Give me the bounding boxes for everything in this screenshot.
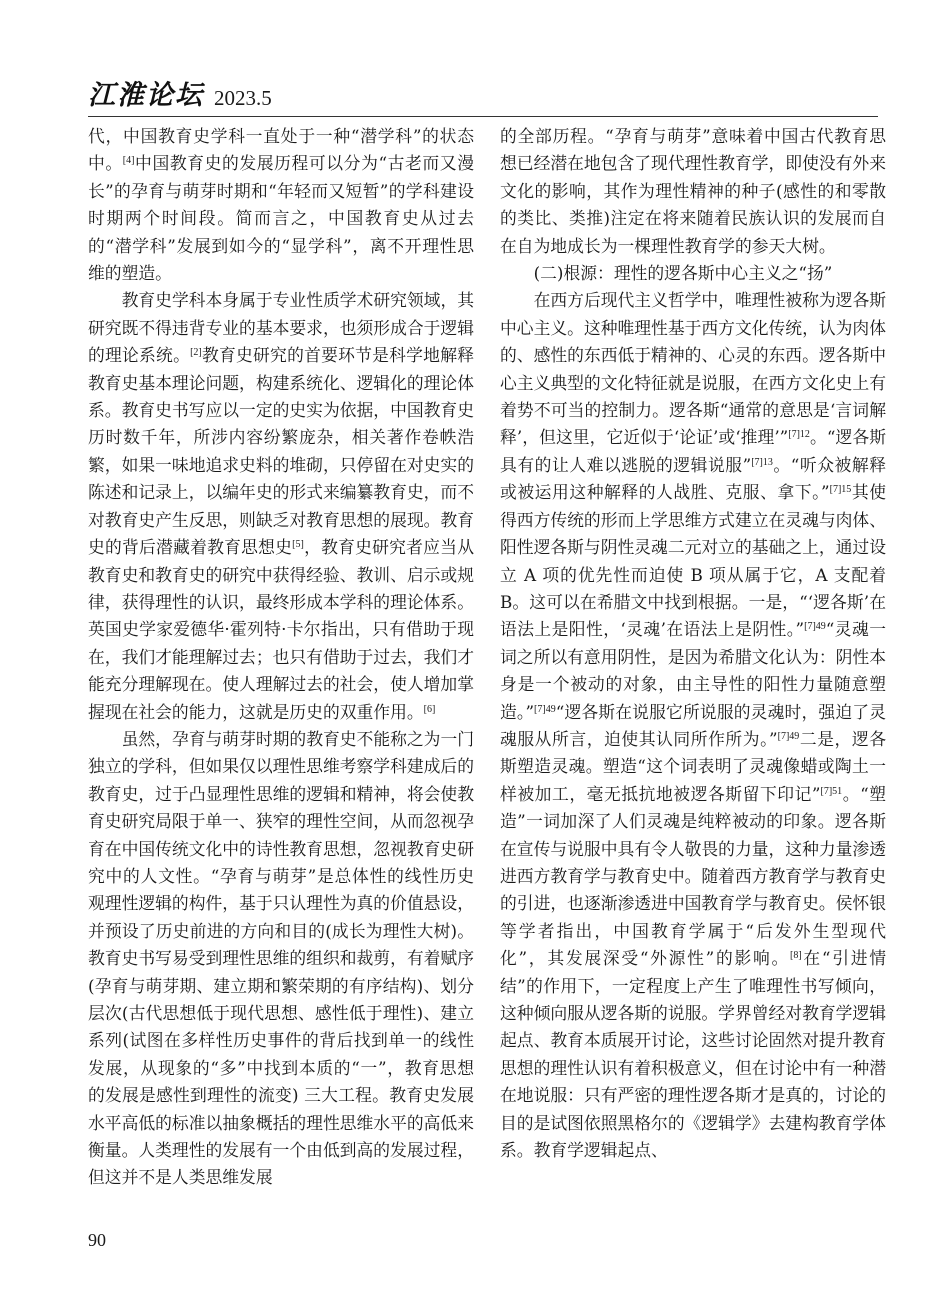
running-header	[88, 78, 878, 112]
citation: [8]	[789, 950, 802, 962]
citation: [7]49	[804, 621, 826, 633]
paragraph: 教育史学科本身属于专业性质学术研究领域，其研究既不得违背专业的基本要求，也须形成合于逻辑的理论系统。[2]教育史研究的首要环节是科学地解释教育史基本理论问题，构建系统化、逻辑化的理论体系。教育史书写应以一定的史实为依据，中国教育史历时数千年，所涉内容纷繁庞杂，相关著作卷帙浩繁，如果一味地追求史料的堆砌，只停留在对史实的陈述和记录上，以编年史的形式来编纂教育史，而不对教育史产生反思，则缺乏对教育思想的展现。教育史的背后潜藏着教育思想史[5]，教育史研究者应当从教育史和教育史的研究中获得经验、教训、启示或规律，获得理性的认识，最终形成本学科的理论体系。英国史学家爱德华·霍列特·卡尔指出，只有借助于现在，我们才能理解过去；也只有借助于过去，我们才能充分理解现在。使人理解过去的社会，使人增加掌握现在社会的能力，这就是历史的双重作用。[6]	[88, 290, 475, 722]
citation: [5]	[292, 539, 304, 551]
citation: [7]51	[820, 785, 843, 797]
journal-name: 江淮论坛	[88, 80, 204, 111]
paragraph-continued: 代，中国教育史学科一直处于一种“潜学科”的状态中。[4]中国教育史的发展历程可以分为“古老而又漫长”的孕育与萌芽时期和“年轻而又短暂”的学科建设时期两个时间段。简而言之，中国教育史从过去的“潜学科”发展到如今的“显学科”，离不开理性思维的塑造。	[88, 126, 474, 284]
citation: [4]	[122, 155, 135, 167]
left-column	[88, 123, 474, 1192]
right-column	[500, 123, 886, 1164]
paragraph: 虽然，孕育与萌芽时期的教育史不能称之为一门独立的学科，但如果仅以理性思维考察学科建成后的教育史，过于凸显理性思维的逻辑和精神，将会使教育史研究局限于单一、狭窄的理性空间，从而忽视孕育在中国传统文化中的诗性教育思想，忽视教育史研究中的人文性。“孕育与萌芽”是总体性的线性历史观理性逻辑的构件，基于只认理性为真的价值悬设，并预设了历史前进的方向和目的(成长为理性大树)。教育史书写易受到理性思维的组织和裁剪，有着赋序(孕育与萌芽期、建立期和繁荣期的有序结构)、划分层次(古代思想低于现代思想、感性低于理性)、建立系列(试图在多样性历史事件的背后找到单一的线性发展，从现象的“多”中找到本质的“一”，教育思想的发展是感性到理性的流变) 三大工程。教育史发展水平高低的标准以抽象概括的理性思维水平的高低来衡量。人类理性的发展有一个由低到高的发展过程，但这并不是人类思维发展	[88, 728, 475, 1188]
citation: [2]	[190, 347, 202, 359]
citation: [7]49	[534, 703, 556, 715]
section-subheading: (二)根源：理性的逻各斯中心主义之“扬”	[533, 263, 833, 284]
paragraph-continued: 的全部历程。“孕育与萌芽”意味着中国古代教育思想已经潜在地包含了现代理性教育学，即使没有外来文化的影响，其作为理性精神的种子(感性的和零散的类比、类推)注定在将来随着民族认识的发展而自在自为地成长为一棵理性教育学的参天大树。	[500, 126, 886, 256]
issue-number: 2023.5	[214, 86, 272, 110]
header-rule	[88, 116, 878, 117]
paragraph: 在西方后现代主义哲学中，唯理性被称为逻各斯中心主义。这种唯理性基于西方文化传统，认为肉体的、感性的东西低于精神的、心灵的东西。逻各斯中心主义典型的文化特征就是说服，在西方文化史上有着势不可当的控制力。逻各斯“通常的意思是‘言词解释’，但这里，它近似于‘论证’或‘推理’”$^{[7]12}$。“逻各斯具有的让人难以逃脱的逻辑说服”$^{[7]13}$。“听众被解释或被运用这种解释的人战胜、克服、拿下。”$^{[7]15}$其使得西方传统的形而上学思维方式建立在灵魂与肉体、阳性逻各斯与阴性灵魂二元对立的基础之上，通过设立 A 项的优先性而迫使 B 项从属于它，A 支配着 B。这可以在希腊文中找到根据。一是，“‘逻各斯’在语法上是阳性，‘灵魂’在语法上是阴性。”$^{[7]49}$“灵魂一词之所以有意用阴性，是因为希腊文化认为：阴性本身是一个被动的对象，由主导性的阳性力量随意塑造。”$^{[7]49}$“逻各斯在说服它所说服的灵魂时，强迫了灵魂服从所言，迫使其认同所作所为。”$^{[7]49}$二是，逻各斯塑造灵魂。塑造“这个词表明了灵魂像蜡或陶土一样被加工，毫无抵抗地被逻各斯留下印记”$^{[7]51}$。“塑造”一词加深了人们灵魂是纯粹被动的印象。逻各斯在宣传与说服中具有令人敬畏的力量，这种力量渗透进西方教育学与教育史中。随着西方教育学与教育史的引进，也逐渐渗透进中国教育学与教育史。侯怀银等学者指出，中国教育学属于“后发外生型现代化”，其发展深受“外源性”的影响。[8]在“引进情结”的作用下，一定程度上产生了唯理性书写倾向，这种倾向服从逻各斯的说服。学界曾经对教育学逻辑起点、教育本质展开讨论，这些讨论固然对提升教育思想的理性认识有着积极意义，但在讨论中有一种潜在地说服：只有严密的理性逻各斯才是真的，讨论的目的是试图依照黑格尔的《逻辑学》去建构教育学体系。教育学逻辑起点、	[500, 290, 887, 1161]
citation: [6]	[423, 703, 436, 715]
citation: [7]15	[829, 484, 852, 496]
citation: [7]12	[788, 429, 810, 441]
page-number: 90	[88, 1230, 106, 1250]
citation: [7]13	[751, 456, 773, 468]
citation: [7]49	[777, 730, 800, 742]
